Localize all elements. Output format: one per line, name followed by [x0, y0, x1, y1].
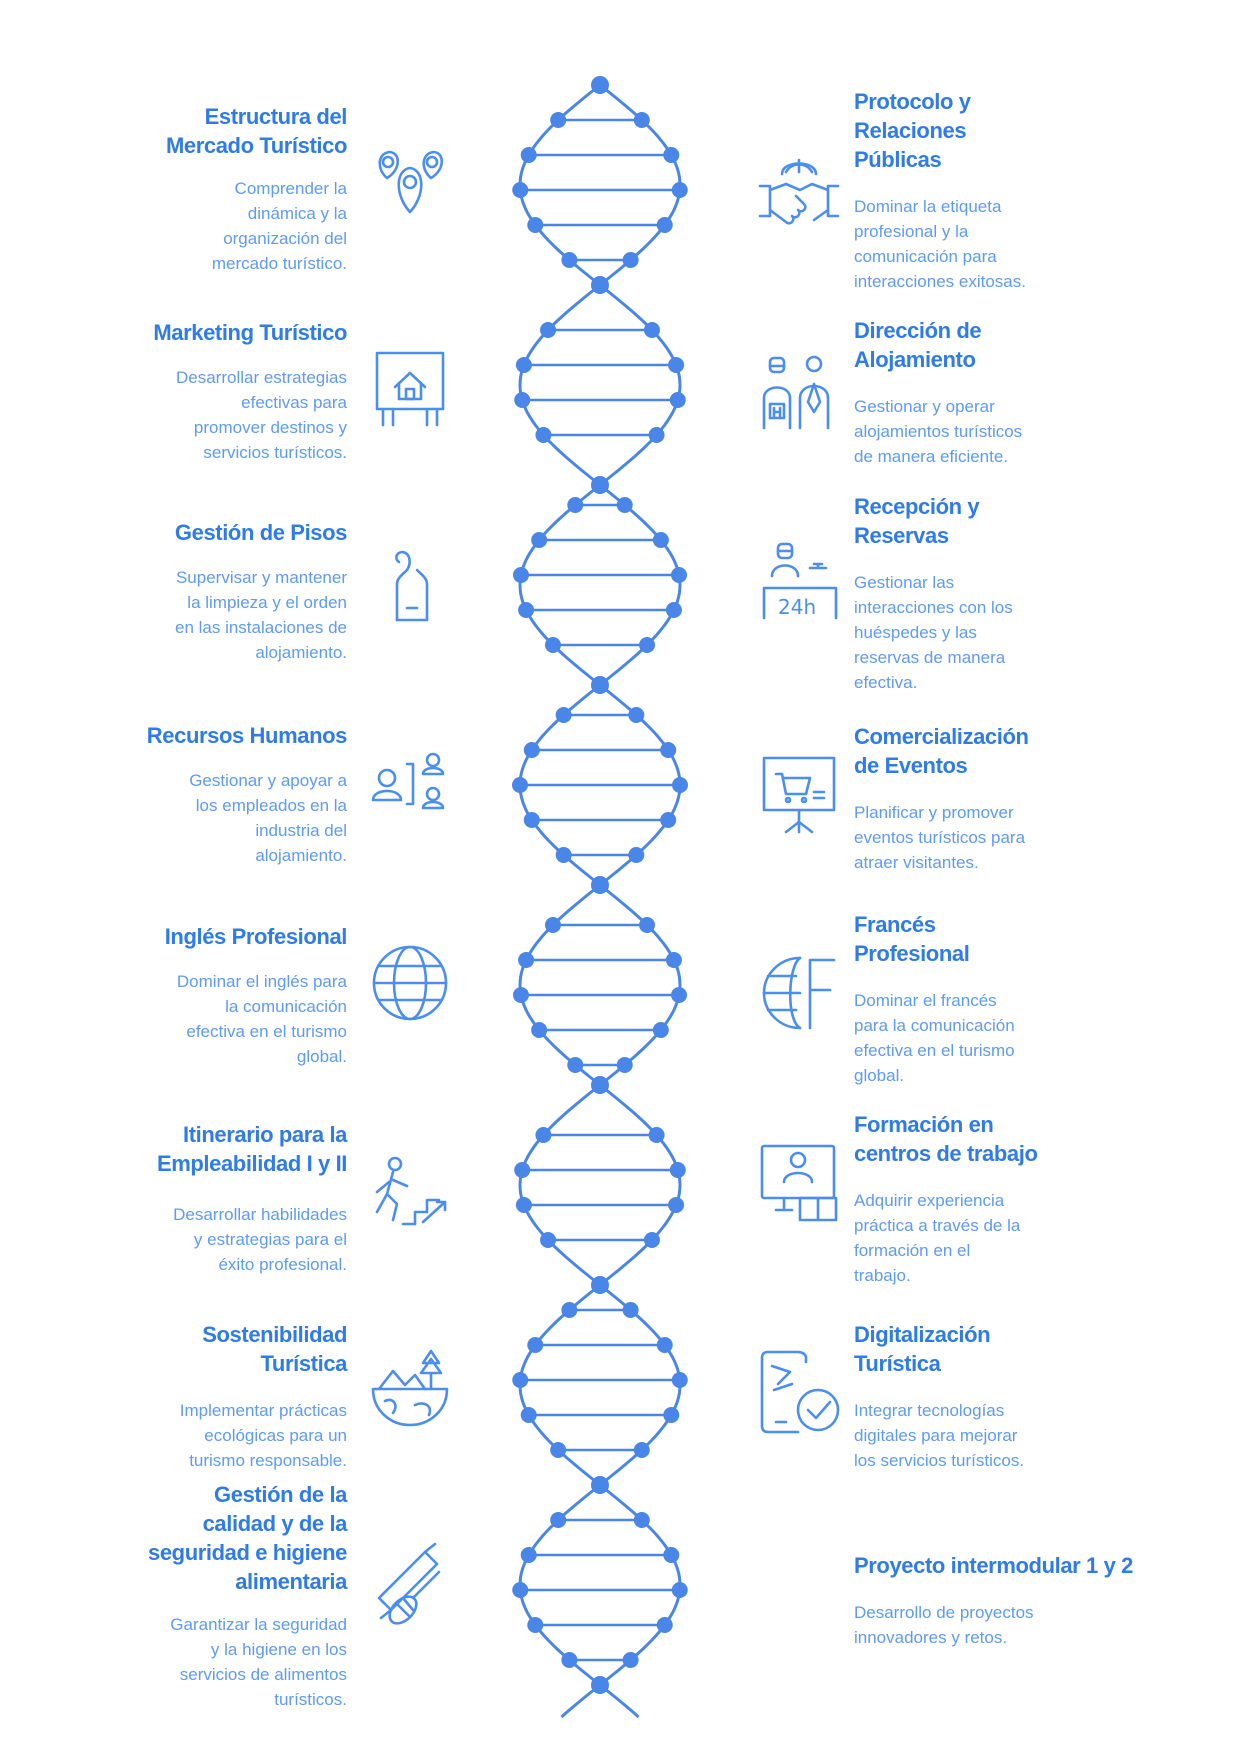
left-item-8 [107, 1480, 347, 1712]
dna-node [639, 637, 655, 653]
dna-node [521, 1547, 537, 1563]
dna-node [512, 182, 528, 198]
dna-node [556, 847, 572, 863]
left-item-title: Inglés Profesional [164, 924, 347, 949]
dna-node [513, 567, 529, 583]
dna-node [653, 1022, 669, 1038]
dna-node [531, 1022, 547, 1038]
right-item-desc: Adquirir experiencia práctica a través de la formación en el trabajo. [854, 1191, 1021, 1285]
right-item-title: Formación en centros de trabajo [854, 1112, 1038, 1166]
dna-node [657, 1337, 673, 1353]
dna-node [531, 532, 547, 548]
left-item-1 [107, 102, 347, 276]
right-item-title: Recepción y Reservas [854, 494, 980, 548]
dna-node [644, 1232, 660, 1248]
door-hanger-icon [367, 540, 453, 626]
dna-node [672, 1582, 688, 1598]
reception-24h-icon [756, 540, 842, 626]
left-item-desc: Desarrollar habilidades y estrategias para el éxito profesional. [173, 1205, 347, 1274]
left-item-title: Estructura del Mercado Turístico [165, 104, 347, 158]
left-item-7 [107, 1320, 347, 1473]
dna-node [649, 1127, 665, 1143]
left-item-title: Sostenibilidad Turística [202, 1322, 347, 1376]
dna-cross-node [591, 476, 609, 494]
dna-node [535, 1127, 551, 1143]
left-item-title: Itinerario para la Empleabilidad I y II [156, 1122, 347, 1176]
left-item-desc: Desarrollar estrategias efectivas para promover destinos y servicios turísticos. [175, 368, 347, 462]
dna-node [623, 1652, 639, 1668]
dna-node [540, 1232, 556, 1248]
dna-node [663, 1547, 679, 1563]
dna-node [550, 1512, 566, 1528]
dna-node [512, 1372, 528, 1388]
dna-node [527, 217, 543, 233]
dna-cross-node [591, 1076, 609, 1094]
left-item-4 [107, 721, 347, 868]
left-item-5 [107, 922, 347, 1069]
dna-node [634, 1512, 650, 1528]
left-item-desc: Comprender la dinámica y la organización del mercado turístico. [211, 179, 347, 273]
dna-node [524, 812, 540, 828]
dna-node [660, 812, 676, 828]
dna-cross-node [591, 276, 609, 294]
dna-node [521, 147, 537, 163]
dna-node [644, 322, 660, 338]
left-item-desc: Implementar prácticas ecológicas para un turismo responsable. [179, 1401, 347, 1470]
dna-node [567, 1057, 583, 1073]
dna-node [556, 707, 572, 723]
dna-node [550, 1442, 566, 1458]
right-item-5 [854, 910, 1094, 1088]
dna-node [670, 392, 686, 408]
phone-check-icon [756, 1350, 842, 1436]
left-item-3 [107, 518, 347, 665]
dna-node [513, 987, 529, 1003]
right-item-title: Proyecto intermodular 1 y 2 [854, 1553, 1133, 1578]
dna-node [672, 182, 688, 198]
dna-node [545, 637, 561, 653]
dna-node [518, 952, 534, 968]
dna-node [671, 567, 687, 583]
right-item-desc: Integrar tecnologías digitales para mejorar los servicios turísticos. [854, 1401, 1025, 1470]
right-item-2 [854, 316, 1094, 469]
dna-cross-node [591, 676, 609, 694]
right-item-title: Francés Profesional [854, 912, 970, 966]
dna-node [670, 1162, 686, 1178]
left-item-6 [107, 1120, 347, 1277]
dna-node [668, 1197, 684, 1213]
dna-node [634, 1442, 650, 1458]
right-item-3 [854, 492, 1094, 695]
dna-node [628, 707, 644, 723]
dna-node [617, 1057, 633, 1073]
dna-node [521, 1407, 537, 1423]
right-item-title: Protocolo y Relaciones Públicas [854, 89, 971, 172]
dna-cross-node [591, 76, 609, 94]
dna-cross-node [591, 1276, 609, 1294]
dna-node [628, 847, 644, 863]
left-item-title: Gestión de la calidad y de la seguridad e higiene alimentaria [147, 1482, 347, 1594]
dna-node [527, 1617, 543, 1633]
hotel-staff-icon [756, 350, 842, 436]
dna-node [524, 742, 540, 758]
map-pins-icon [367, 140, 453, 226]
dna-node [550, 112, 566, 128]
dna-node [561, 252, 577, 268]
dna-node [623, 1302, 639, 1318]
trainer-book-icon [756, 1140, 842, 1226]
right-item-title: Comercialización de Eventos [854, 724, 1029, 778]
left-item-desc: Supervisar y mantener la limpieza y el orden en las instalaciones de alojamiento. [174, 568, 347, 662]
right-item-4 [854, 722, 1094, 875]
left-item-desc: Gestionar y apoyar a los empleados en la industria del alojamiento. [189, 771, 347, 865]
right-item-7 [854, 1320, 1094, 1473]
dna-node [514, 392, 530, 408]
right-item-8 [854, 1551, 1194, 1650]
dna-node [545, 917, 561, 933]
dna-node [657, 217, 673, 233]
dna-cross-node [591, 1476, 609, 1494]
left-item-desc: Dominar el inglés para la comunicación efectiva en el turismo global. [176, 972, 347, 1066]
reception-24h-label: 24h [778, 595, 817, 619]
right-item-desc: Planificar y promover eventos turísticos para atraer visitantes. [854, 803, 1026, 872]
rolling-pin-whisk-icon [367, 1540, 453, 1626]
right-item-desc: Dominar el francés para la comunicación efectiva en el turismo global. [854, 991, 1015, 1085]
dna-node [516, 357, 532, 373]
eco-landscape-icon [367, 1345, 453, 1431]
handshake-globe-icon [756, 150, 842, 236]
right-item-title: Digitalización Turística [854, 1322, 991, 1376]
right-item-desc: Gestionar las interacciones con los huéspedes y las reservas de manera efectiva. [854, 573, 1013, 692]
left-item-title: Marketing Turístico [153, 320, 347, 345]
org-people-icon [367, 740, 453, 826]
dna-node [561, 1302, 577, 1318]
right-item-title: Dirección de Alojamiento [854, 318, 982, 372]
dna-node [649, 427, 665, 443]
dna-node [666, 602, 682, 618]
dna-node [663, 1407, 679, 1423]
dna-cross-node [591, 876, 609, 894]
left-item-title: Recursos Humanos [146, 723, 347, 748]
left-item-title: Gestión de Pisos [174, 520, 347, 545]
dna-node [561, 1652, 577, 1668]
dna-node [623, 252, 639, 268]
dna-node [535, 427, 551, 443]
right-item-desc: Desarrollo de proyectos innovadores y retos. [854, 1603, 1034, 1647]
dna-node [663, 147, 679, 163]
dna-node [653, 532, 669, 548]
dna-node [672, 777, 688, 793]
dna-node [671, 987, 687, 1003]
dna-node [639, 917, 655, 933]
dna-node [660, 742, 676, 758]
left-item-desc: Garantizar la seguridad y la higiene en los servicios de alimentos turísticos. [170, 1615, 347, 1709]
dna-node [567, 497, 583, 513]
right-item-6 [854, 1110, 1094, 1288]
dna-node [540, 322, 556, 338]
dna-node [518, 602, 534, 618]
house-billboard-icon [367, 345, 453, 431]
right-item-desc: Dominar la etiqueta profesional y la comunicación para interacciones exitosas. [854, 197, 1026, 291]
globe-french-icon [756, 950, 842, 1036]
dna-node [657, 1617, 673, 1633]
dna-node [668, 357, 684, 373]
dna-node [527, 1337, 543, 1353]
dna-node [512, 777, 528, 793]
cart-presentation-icon [756, 750, 842, 836]
globe-icon [367, 940, 453, 1026]
dna-node [512, 1582, 528, 1598]
dna-node [617, 497, 633, 513]
right-item-desc: Gestionar y operar alojamientos turísticos de manera eficiente. [854, 397, 1023, 466]
left-item-2 [107, 318, 347, 465]
dna-node [666, 952, 682, 968]
dna-node [634, 112, 650, 128]
dna-node [516, 1197, 532, 1213]
dna-node [672, 1372, 688, 1388]
right-item-1 [854, 87, 1094, 294]
dna-node [514, 1162, 530, 1178]
dna-cross-node [591, 1676, 609, 1694]
stairs-climber-icon [367, 1150, 453, 1236]
